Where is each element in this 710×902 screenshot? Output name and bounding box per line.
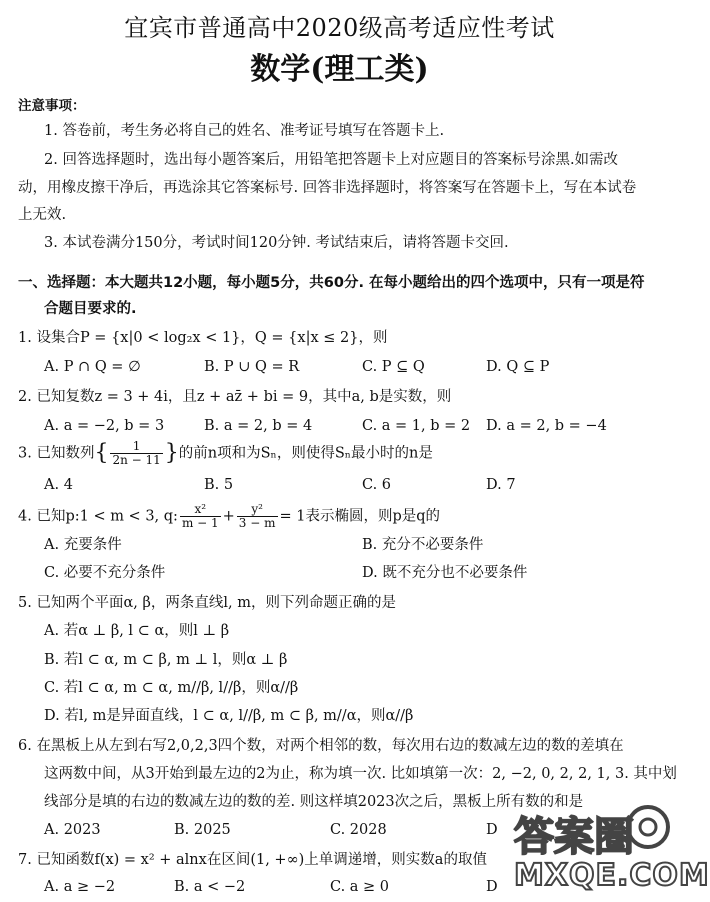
question-6-option-b: B. 2025 [174,822,231,838]
notice-item-2-line-2: 动，用橡皮擦干净后，再选涂其它答案标号. 回答非选择题时，将答案写在答题卡上，写在本试卷 [18,180,637,196]
notice-item-1: 1. 答卷前，考生务必将自己的姓名、准考证号填写在答题卡上. [44,123,445,139]
question-1-option-c: C. P ⊆ Q [362,359,425,375]
question-4-option-a: A. 充要条件 [44,537,122,553]
question-2-option-d: D. a = 2, b = −4 [486,418,607,434]
question-4-stem [18,503,440,530]
question-5-option-d: D. 若l, m是异面直线，l ⊂ α, l//β, m ⊂ β, m//α，则α//β [44,708,414,724]
question-4-stem-suffix: = 1表示椭圆，则p是q的 [279,508,441,525]
question-3-stem [18,440,433,467]
question-7-stem: 7. 已知函数f(x) = x² + alnx在区间(1, +∞)上单调递增，则实数a的取值 [18,852,487,868]
fraction-numerator: 1 [110,440,162,454]
section-heading-line-2: 合题目要求的. [44,301,137,317]
question-1-option-b: B. P ∪ Q = R [204,359,300,375]
question-1-option-d: D. Q ⊆ P [486,359,550,375]
notice-item-3: 3. 本试卷满分150分，考试时间120分钟. 考试结束后，请将答题卡交回. [44,235,509,251]
section-heading-line-1: 一、选择题：本大题共12小题，每小题5分，共60分. 在每小题给出的四个选项中，只有一项是符 [18,275,645,291]
question-4-fraction-y [237,503,278,530]
question-4-option-b: B. 充分不必要条件 [362,537,484,553]
question-5-option-b: B. 若l ⊂ α, m ⊂ β, m ⊥ l，则α ⊥ β [44,652,288,668]
question-5-stem: 5. 已知两个平面α, β，两条直线l, m，则下列命题正确的是 [18,595,396,611]
plus-sign: + [222,508,235,525]
question-5-option-a: A. 若α ⊥ β, l ⊂ α，则l ⊥ β [44,623,230,639]
question-3-stem-suffix: 的前n项和为Sₙ，则使得Sₙ最小时的n是 [178,445,433,462]
question-1-stem: 1. 设集合P = {x|0 < log₂x < 1}，Q = {x|x ≤ 2}，则 [18,330,388,346]
question-4-fraction-x [180,503,221,530]
question-4-option-c: C. 必要不充分条件 [44,565,166,581]
question-1-option-a: A. P ∩ Q = ∅ [44,359,141,375]
notice-item-2-line-3: 上无效. [18,207,67,223]
notice-heading: 注意事项： [18,98,86,114]
question-5-option-c: C. 若l ⊂ α, m ⊂ α, m//β, l//β，则α//β [44,680,299,696]
question-7-option-b: B. a < −2 [174,879,246,895]
fraction-denominator: m − 1 [181,516,219,530]
fraction-numerator: x² [180,503,221,517]
question-6-option-c: C. 2028 [330,822,387,838]
question-6-line-3: 线部分是填的右边的数减左边的数的差. 则这样填2023次之后，黑板上所有数的和是 [44,794,584,810]
question-7-option-c: C. a ≥ 0 [330,879,390,895]
question-6-option-d: D [486,822,498,838]
notice-item-2-line-1: 2. 回答选择题时，选出每小题答案后，用铅笔把答题卡上对应题目的答案标号涂黑.如需改 [44,152,619,168]
question-4-option-d: D. 既不充分也不必要条件 [362,565,528,581]
question-6-line-1: 6. 在黑板上从左到右写2,0,2,3四个数，对两个相邻的数，每次用右边的数减左边的数的差填在 [18,738,624,754]
question-2-option-c: C. a = 1, b = 2 [362,418,471,434]
fraction-denominator: 2n − 11 [112,453,161,467]
question-2-option-b: B. a = 2, b = 4 [204,418,313,434]
question-6-line-2: 这两数中间，从3开始到最左边的2为止，称为填一次. 比如填第一次：2, −2, 0, 2, 2, 1, 3. 其中划 [44,766,677,782]
watermark-chinese: 答案圈 [514,814,634,860]
question-6-option-a: A. 2023 [44,822,101,838]
question-7-option-d: D [486,879,498,895]
exam-subtitle: 数学(理工类) [250,52,429,87]
question-3-option-c: C. 6 [362,477,392,493]
question-3-stem-prefix: 3. 已知数列 [18,445,95,462]
question-3-fraction [110,440,162,467]
fraction-denominator: 3 − m [238,516,276,530]
watermark-site: MXQE.COM [514,858,710,893]
question-4-stem-prefix: 4. 已知p:1 < m < 3, q: [18,508,178,525]
right-brace-icon: } [164,440,179,466]
question-2-option-a: A. a = −2, b = 3 [44,418,165,434]
left-brace-icon: { [94,440,109,466]
question-3-option-a: A. 4 [44,477,73,493]
question-3-option-b: B. 5 [204,477,234,493]
question-3-option-d: D. 7 [486,477,516,493]
question-7-option-a: A. a ≥ −2 [44,879,116,895]
fraction-numerator: y² [237,503,278,517]
question-2-stem: 2. 已知复数z = 3 + 4i，且z + az̄ + bi = 9，其中a, b是实数，则 [18,389,452,405]
exam-title: 宜宾市普通高中2020级高考适应性考试 [124,14,555,42]
